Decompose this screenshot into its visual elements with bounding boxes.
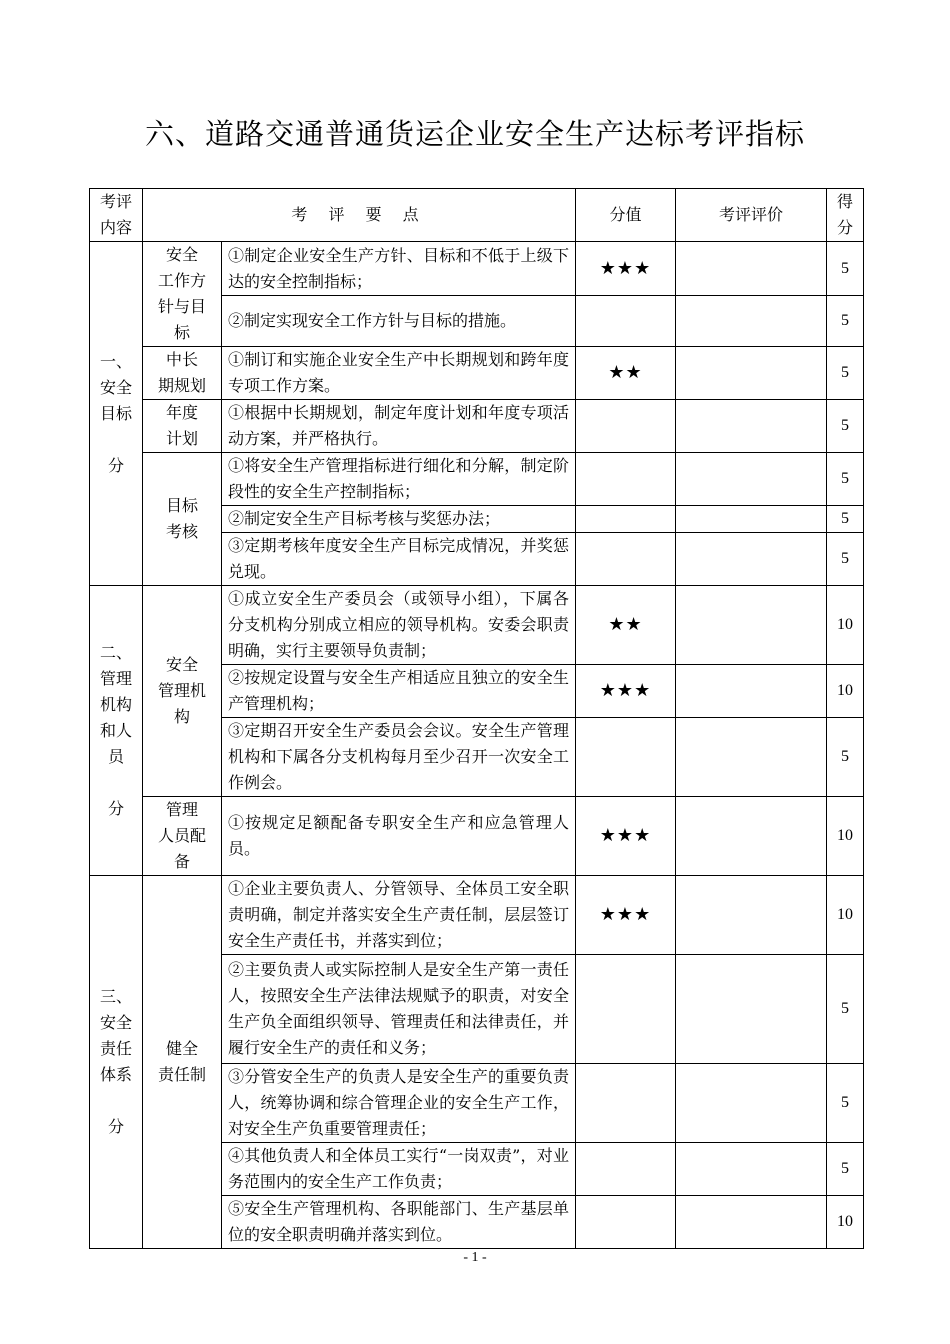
evaluation-point: ②制定安全生产目标考核与奖惩办法； bbox=[222, 506, 576, 533]
score-cell: 5 bbox=[827, 296, 864, 347]
evaluation-point: ②主要负责人或实际控制人是安全生产第一责任人，按照安全生产法律法规赋予的职责，对安全生产负全面组织领导、管理责任和法律责任，并履行安全生产的责任和义务； bbox=[222, 955, 576, 1064]
evaluation-point: ①将安全生产管理指标进行细化和分解，制定阶段性的安全生产控制指标； bbox=[222, 453, 576, 506]
star-rating bbox=[576, 955, 676, 1064]
star-rating bbox=[576, 296, 676, 347]
evaluation-cell[interactable] bbox=[676, 242, 827, 296]
subcategory-cell: 中长 期规划 bbox=[143, 347, 222, 400]
score-cell: 5 bbox=[827, 955, 864, 1064]
star-rating: ★★★ bbox=[576, 797, 676, 876]
subcategory-cell: 年度 计划 bbox=[143, 400, 222, 453]
evaluation-point: ⑤安全生产管理机构、各职能部门、生产基层单位的安全职责明确并落实到位。 bbox=[222, 1196, 576, 1249]
star-rating: ★★★ bbox=[576, 242, 676, 296]
subcategory-cell: 安全 管理机 构 bbox=[143, 586, 222, 797]
score-cell: 5 bbox=[827, 1064, 864, 1143]
evaluation-cell[interactable] bbox=[676, 876, 827, 955]
score-cell: 10 bbox=[827, 797, 864, 876]
category-cell: 三、 安全 责任 体系 分 bbox=[90, 876, 143, 1249]
score-cell: 5 bbox=[827, 242, 864, 296]
score-cell: 5 bbox=[827, 400, 864, 453]
evaluation-cell[interactable] bbox=[676, 400, 827, 453]
evaluation-cell[interactable] bbox=[676, 453, 827, 506]
table-header-row bbox=[90, 189, 864, 242]
evaluation-cell[interactable] bbox=[676, 665, 827, 718]
score-cell: 5 bbox=[827, 506, 864, 533]
star-rating bbox=[576, 506, 676, 533]
document-title: 六、道路交通普通货运企业安全生产达标考评指标 bbox=[144, 117, 805, 151]
star-rating: ★★ bbox=[576, 347, 676, 400]
star-rating bbox=[576, 453, 676, 506]
evaluation-cell[interactable] bbox=[676, 797, 827, 876]
star-rating bbox=[576, 1196, 676, 1249]
evaluation-point: ④其他负责人和全体员工实行“一岗双责”，对业务范围内的安全生产工作负责； bbox=[222, 1143, 576, 1196]
star-rating bbox=[576, 400, 676, 453]
header-evaluation: 考评评价 bbox=[676, 189, 827, 242]
header-value: 分值 bbox=[576, 189, 676, 242]
evaluation-cell[interactable] bbox=[676, 1143, 827, 1196]
evaluation-cell[interactable] bbox=[676, 1196, 827, 1249]
evaluation-point: ③定期召开安全生产委员会会议。安全生产管理机构和下属各分支机构每月至少召开一次安全工作例会。 bbox=[222, 718, 576, 797]
table-row bbox=[90, 347, 864, 400]
evaluation-cell[interactable] bbox=[676, 347, 827, 400]
evaluation-cell[interactable] bbox=[676, 296, 827, 347]
evaluation-cell[interactable] bbox=[676, 1064, 827, 1143]
score-cell: 5 bbox=[827, 347, 864, 400]
table-row bbox=[90, 586, 864, 665]
star-rating bbox=[576, 1143, 676, 1196]
evaluation-cell[interactable] bbox=[676, 533, 827, 586]
header-score: 得 分 bbox=[827, 189, 864, 242]
table-row bbox=[90, 876, 864, 955]
score-cell: 10 bbox=[827, 1196, 864, 1249]
evaluation-point: ①制订和实施企业安全生产中长期规划和跨年度专项工作方案。 bbox=[222, 347, 576, 400]
star-rating bbox=[576, 533, 676, 586]
evaluation-table bbox=[89, 188, 864, 1249]
evaluation-cell[interactable] bbox=[676, 955, 827, 1064]
table-row bbox=[90, 453, 864, 506]
table-row bbox=[90, 797, 864, 876]
score-cell: 10 bbox=[827, 876, 864, 955]
subcategory-cell: 目标 考核 bbox=[143, 453, 222, 586]
score-cell: 10 bbox=[827, 665, 864, 718]
evaluation-point: ①成立安全生产委员会（或领导小组），下属各分支机构分别成立相应的领导机构。安委会职责明确，实行主要领导负责制； bbox=[222, 586, 576, 665]
evaluation-point: ①制定企业安全生产方针、目标和不低于上级下达的安全控制指标； bbox=[222, 242, 576, 296]
header-points: 考 评 要 点 bbox=[143, 189, 576, 242]
evaluation-point: ①根据中长期规划，制定年度计划和年度专项活动方案，并严格执行。 bbox=[222, 400, 576, 453]
star-rating bbox=[576, 718, 676, 797]
evaluation-cell[interactable] bbox=[676, 718, 827, 797]
header-content: 考评 内容 bbox=[90, 189, 143, 242]
star-rating: ★★★ bbox=[576, 665, 676, 718]
evaluation-point: ②按规定设置与安全生产相适应且独立的安全生产管理机构； bbox=[222, 665, 576, 718]
evaluation-point: ①企业主要负责人、分管领导、全体员工安全职责明确，制定并落实安全生产责任制，层层签订安全生产责任书，并落实到位； bbox=[222, 876, 576, 955]
score-cell: 5 bbox=[827, 718, 864, 797]
evaluation-point: ①按规定足额配备专职安全生产和应急管理人员。 bbox=[222, 797, 576, 876]
star-rating: ★★★ bbox=[576, 876, 676, 955]
category-cell: 一、 安全 目标 分 bbox=[90, 242, 143, 586]
score-cell: 5 bbox=[827, 1143, 864, 1196]
category-cell: 二、 管理 机构 和人 员 分 bbox=[90, 586, 143, 876]
evaluation-point: ②制定实现安全工作方针与目标的措施。 bbox=[222, 296, 576, 347]
evaluation-point: ③定期考核年度安全生产目标完成情况，并奖惩兑现。 bbox=[222, 533, 576, 586]
subcategory-cell: 管理 人员配 备 bbox=[143, 797, 222, 876]
score-cell: 5 bbox=[827, 533, 864, 586]
page-number: - 1 - bbox=[463, 1250, 487, 1265]
evaluation-point: ③分管安全生产的负责人是安全生产的重要负责人，统筹协调和综合管理企业的安全生产工作，对安全生产负重要管理责任； bbox=[222, 1064, 576, 1143]
evaluation-cell[interactable] bbox=[676, 506, 827, 533]
subcategory-cell: 健全 责任制 bbox=[143, 876, 222, 1249]
evaluation-cell[interactable] bbox=[676, 586, 827, 665]
table-row bbox=[90, 400, 864, 453]
star-rating: ★★ bbox=[576, 586, 676, 665]
star-rating bbox=[576, 1064, 676, 1143]
score-cell: 5 bbox=[827, 453, 864, 506]
subcategory-cell: 安全 工作方 针与目 标 bbox=[143, 242, 222, 347]
table-row bbox=[90, 242, 864, 296]
score-cell: 10 bbox=[827, 586, 864, 665]
